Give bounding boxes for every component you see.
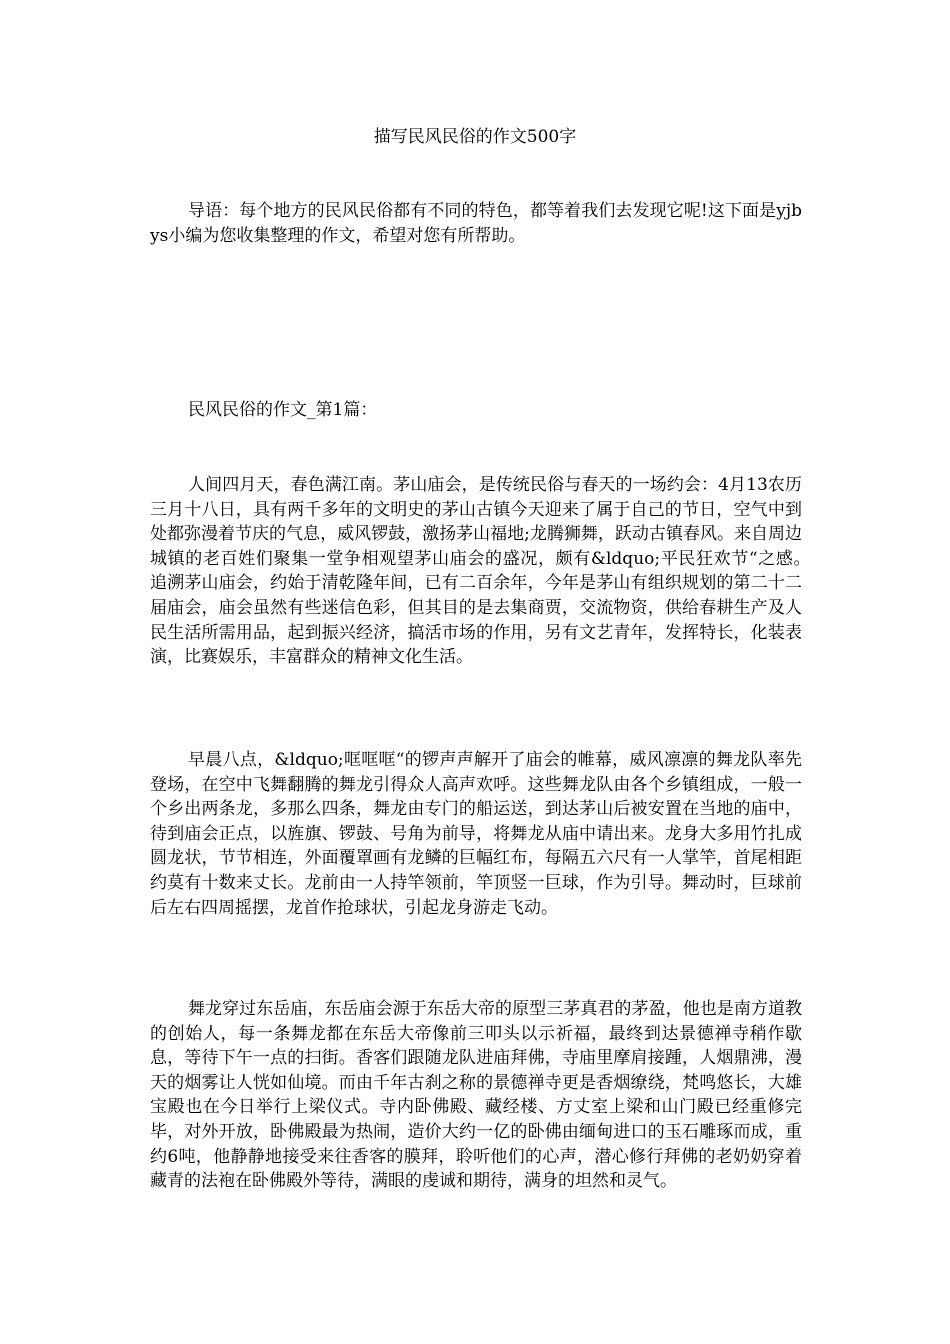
document-title: 描写民风民俗的作文500字 — [373, 127, 577, 147]
body-paragraph-1: 人间四月天，春色满江南。茅山庙会，是传统民俗与春天的一场约会：4月13农历三月十八日，具有两千多年的文明史的茅山古镇今天迎来了属于自己的节日，空气中到处都弥漫着节庆的气息，威风锣鼓，激扬茅山福地;龙腾狮舞，跃动古镇春风。来自周边城镇的老百姓们聚集一堂争相观望茅山庙会的盛况，颇有&ldquo;平民狂欢节“之感。 追溯茅山庙会，约始于清乾隆年间，已有二百余年，今年是茅山有组织规划的第二十二届庙会，庙会虽然有些迷信色彩，但其目的是去集商贾，交流物资，供给春耕生产及人民生活所需用品，起到振兴经济，搞活市场的作用，另有文艺青年，发挥特长，化装表演，比赛娱乐，丰富群众的精神文化生活。 — [150, 475, 836, 668]
body-paragraph-2: 早晨八点，&ldquo;哐哐哐“的锣声声解开了庙会的帷幕，威风凛凛的舞龙队率先登场，在空中飞舞翻腾的舞龙引得众人高声欢呼。这些舞龙队由各个乡镇组成，一般一个乡出两条龙，多那么四条，舞龙由专门的船运送，到达茅山后被安置在当地的庙中，待到庙会正点，以旌旗、锣鼓、号角为前导，将舞龙从庙中请出来。龙身大多用竹扎成圆龙状，节节相连，外面覆罩画有龙鳞的巨幅红布，每隔五六尺有一人掌竿，首尾相距约莫有十数来丈长。龙前由一人持竿领前，竿顶竖一巨球，作为引导。舞动时，巨球前后左右四周摇摆，龙首作抢球状，引起龙身游走飞动。 — [150, 750, 802, 918]
intro-paragraph: 导语：每个地方的民风民俗都有不同的特色，都等着我们去发现它呢!这下面是yjbys小编为您收集整理的作文，希望对您有所帮助。 — [150, 201, 802, 246]
body-paragraph-3: 舞龙穿过东岳庙，东岳庙会源于东岳大帝的原型三茅真君的茅盈，他也是南方道教的创始人，每一条舞龙都在东岳大帝像前三叩头以示祈福，最终到达景德禅寺稍作歇息，等待下午一点的扫街。香客们跟随龙队进庙拜佛，寺庙里摩肩接踵，人烟鼎沸，漫天的烟雾让人恍如仙境。而由千年古刹之称的景德禅寺更是香烟缭绕，梵鸣悠长，大雄宝殿也在今日举行上梁仪式。寺内卧佛殿、藏经楼、方丈室上梁和山门殿已经重修完毕，对外开放，卧佛殿最为热闹，造价大约一亿的卧佛由缅甸进口的玉石雕琢而成，重约6吨，他静静地接受来往香客的膜拜，聆听他们的心声，潜心修行拜佛的老奶奶穿着藏青的法袍在卧佛殿外等待，满眼的虔诚和期待，满身的坦然和灵气。 — [150, 999, 802, 1192]
section-heading: 民风民俗的作文_第1篇： — [188, 400, 378, 420]
